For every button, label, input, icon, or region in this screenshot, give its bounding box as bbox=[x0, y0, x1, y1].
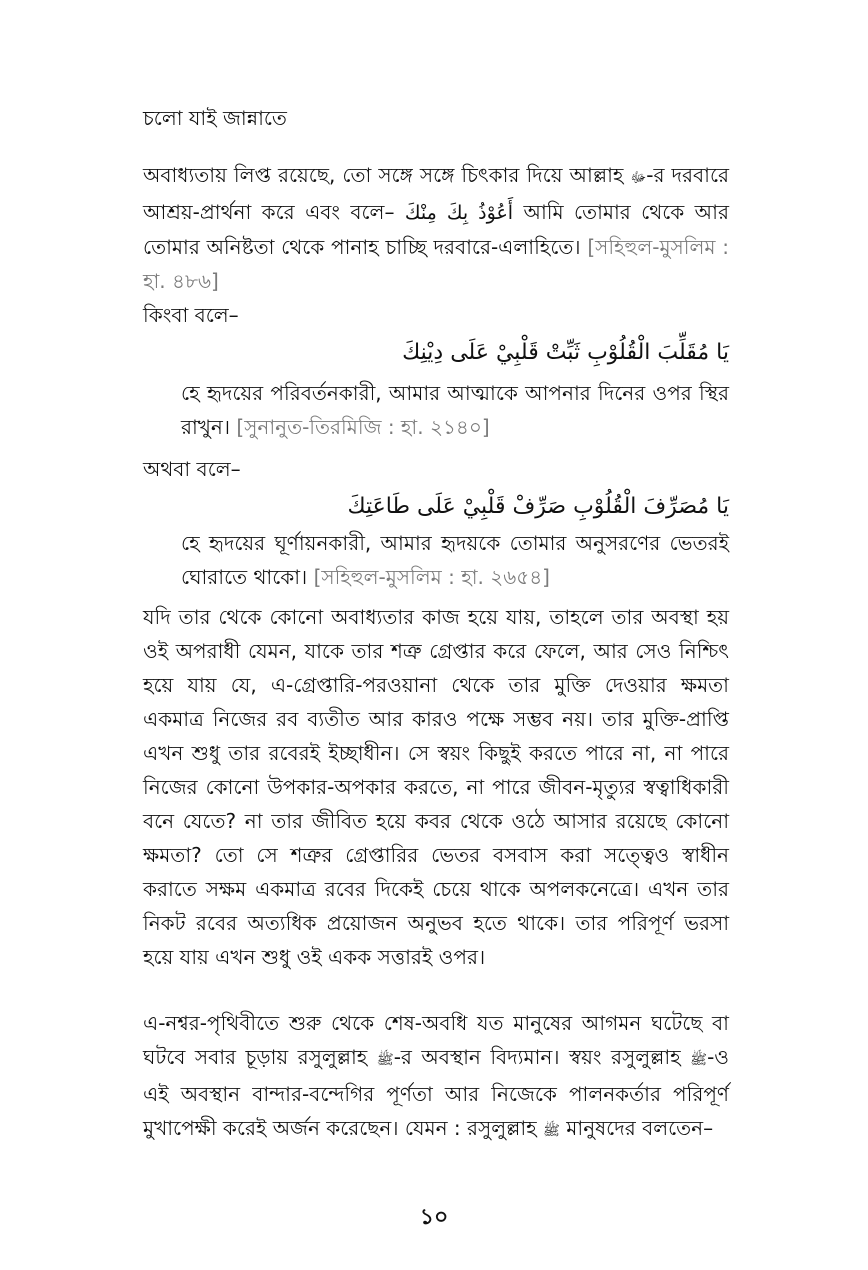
translation-text: হে হৃদয়ের ঘূর্ণায়নকারী, আমার হৃদয়কে তোমার অনুসরণের ভেতরই ঘোরাতে থাকো। bbox=[181, 531, 729, 589]
hadith-reference: [সহিহুল-মুসলিম : হা. ২৬৫৪] bbox=[313, 565, 550, 589]
paragraph-1 bbox=[143, 158, 729, 298]
arabic-dua-2: يَا مُقَلِّبَ الْقُلُوْبِ ثَبِّتْ قَلْبِيْ عَلَى دِيْنِكَ bbox=[402, 340, 729, 365]
text-span: আমি তোমার থেকে আর তোমার অনিষ্টতা থেকে পানাহ চাচ্ছি দরবারে-এলাহিতে। bbox=[143, 200, 729, 259]
honorific-glyph: ﷺ bbox=[690, 1052, 708, 1068]
text-span: -র অবস্থান বিদ্যমান। স্বয়ং রসুলুল্লাহ bbox=[393, 1045, 691, 1069]
hadith-reference: [সুনানুত-তিরমিজি : হা. ২১৪০] bbox=[236, 415, 490, 439]
text-span: এ-নশ্বর-পৃথিবীতে শুরু থেকে শেষ-অবধি যত মানুষের আগমন ঘটেছে বা ঘটবে সবার চূড়ায় রসুলুল্লাহ bbox=[143, 1011, 729, 1069]
text-span: -র দরবারে আশ্রয়-প্রার্থনা করে এবং বলে– bbox=[143, 163, 729, 224]
paragraph-5 bbox=[143, 1006, 729, 1148]
intro-line-3: অথবা বলে– bbox=[143, 457, 241, 481]
arabic-dua-3: يَا مُصَرِّفَ الْقُلُوْبِ صَرِّفْ قَلْبِيْ عَلَى طَاعَتِكَ bbox=[347, 494, 729, 519]
intro-line-2: কিংবা বলে– bbox=[143, 303, 239, 327]
honorific-glyph: ﷺ bbox=[376, 1052, 394, 1068]
page-number: ১০ bbox=[419, 1205, 449, 1230]
dua-2-translation bbox=[181, 376, 729, 444]
honorific-glyph: ﷻ bbox=[630, 170, 647, 186]
honorific-glyph: ﷺ bbox=[543, 1123, 560, 1139]
arabic-phrase: أَعُوْذُ بِكَ مِنْكَ bbox=[404, 202, 514, 224]
text-span: -ও এই অবস্থান বান্দার-বন্দেগির পূর্ণতা আর নিজেকে পালনকর্তার পরিপূর্ণ মুখাপেক্ষী করেই অর্জন করেছেন। যেমন : রসুলুল্লাহ bbox=[143, 1045, 729, 1140]
text-span: মানুষদের বলতেন– bbox=[559, 1116, 714, 1140]
dua-3-translation bbox=[181, 526, 729, 594]
text-span: অবাধ্যতায় লিপ্ত রয়েছে, তো সঙ্গে সঙ্গে চিৎকার দিয়ে আল্লাহ bbox=[143, 163, 624, 187]
paragraph-4: যদি তার থেকে কোনো অবাধ্যতার কাজ হয়ে যায়, তাহলে তার অবস্থা হয় ওই অপরাধী যেমন, যাকে তার শত্রু গ্রেপ্তার করে ফেলে, আর সেও নিশ্চিৎ হয়ে যায় যে, এ-গ্রেপ্তারি-পরওয়ানা থেকে তার মুক্তি দেওয়ার ক্ষমতা একমাত্র নিজের রব ব্যতীত আর কারও পক্ষে সম্ভব নয়। তার মুক্তি-প্রাপ্তি এখন শুধু তার রবেরই ইচ্ছাধীন। সে স্বয়ং কিছুই করতে পারে না, না পারে নিজের কোনো উপকার-অপকার করতে, না পারে জীবন-মৃত্যুর স্বত্বাধিকারী বনে যেতে? না তার জীবিত হয়ে কবর থেকে ওঠে আসার রয়েছে কোনো ক্ষমতা? তো সে শত্রুর গ্রেপ্তারির ভেতর বসবাস করা সত্ত্বেও স্বাধীন করাতে সক্ষম একমাত্র রবের দিকেই চেয়ে থাকে অপলকনেত্রে। এখন তার নিকট রবের অত্যধিক প্রয়োজন অনুভব হতে থাকে। তার পরিপূর্ণ ভরসা হয়ে যায় এখন শুধু ওই একক সত্তারই ওপর। bbox=[143, 605, 729, 969]
hadith-reference: [সহিহুল-মুসলিম : হা. ৪৮৬] bbox=[143, 235, 730, 293]
running-head: চলো যাই জান্নাতে bbox=[143, 106, 287, 130]
translation-text: হে হৃদয়ের পরিবর্তনকারী, আমার আত্মাকে আপনার দিনের ওপর স্থির রাখুন। bbox=[181, 381, 729, 439]
